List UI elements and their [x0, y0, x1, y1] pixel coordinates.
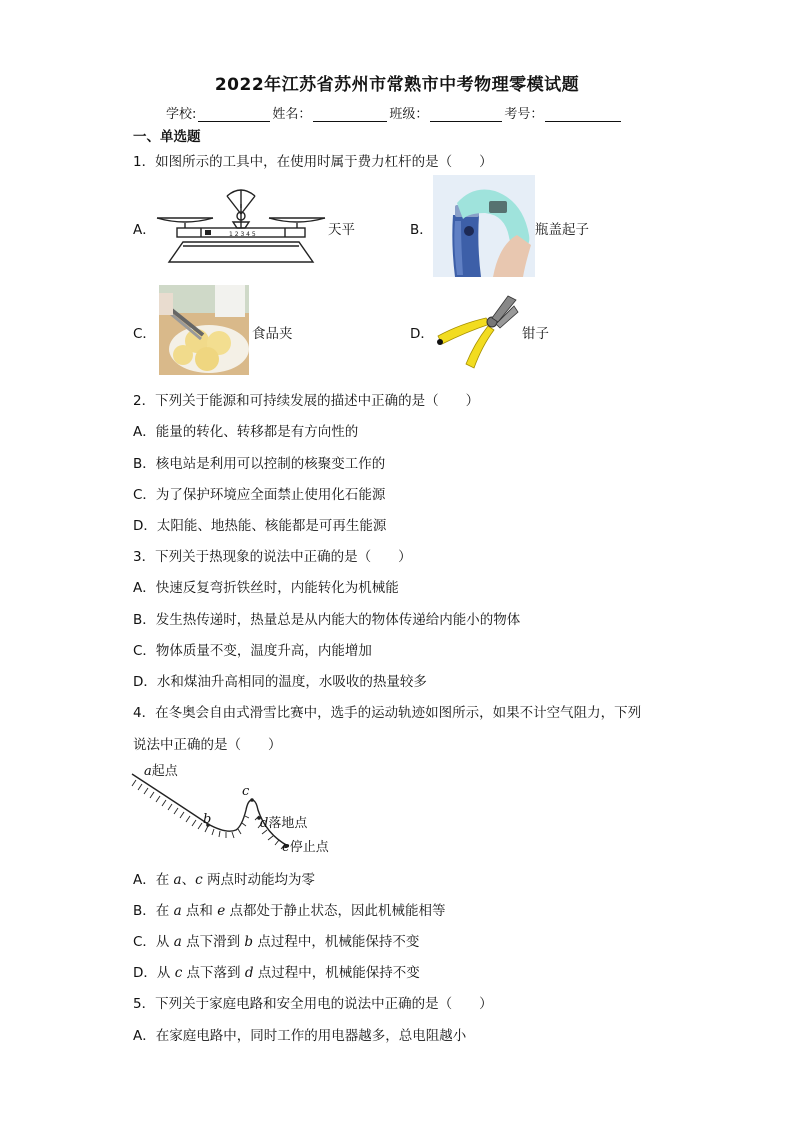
q1-stem: 1．如图所示的工具中，在使用时属于费力杠杆的是（ ）: [133, 154, 493, 170]
student-info-line: [166, 103, 623, 122]
number-blank[interactable]: [545, 107, 621, 122]
q3-option-c: C．物体质量不变，温度升高，内能增加: [133, 643, 372, 659]
q2-option-a: A．能量的转化、转移都是有方向性的: [133, 424, 359, 440]
pliers-image: [430, 290, 520, 370]
q3-option-b: B．发生热传递时，热量总是从内能大的物体传递给内能小的物体: [133, 612, 521, 628]
q2-option-b: B．核电站是利用可以控制的核聚变工作的: [133, 456, 386, 472]
ski-trajectory-diagram: [128, 760, 368, 856]
fig-point-c: c: [242, 784, 250, 799]
q3-option-a: A．快速反复弯折铁丝时，内能转化为机械能: [133, 580, 399, 596]
q5-option-a: A．在家庭电路中，同时工作的用电器越多，总电阻越小: [133, 1028, 467, 1044]
section-heading: 一、单选题: [133, 129, 201, 145]
q1-option-a-label: 天平: [328, 222, 355, 238]
fig-point-e: e: [282, 840, 290, 855]
q1-option-b-label: 瓶盖起子: [535, 222, 589, 238]
q4-option-d: D．从 c 点下落到 d 点过程中，机械能保持不变: [133, 965, 420, 981]
q1-option-b-letter: B．: [410, 222, 433, 238]
q4-stem-line2: 说法中正确的是（ ）: [133, 737, 282, 753]
class-label: 班级：: [389, 107, 429, 122]
q5-stem: 5．下列关于家庭电路和安全用电的说法中正确的是（ ）: [133, 996, 493, 1012]
bottle-opener-image: [433, 175, 535, 277]
fig-point-d: d: [260, 816, 269, 831]
q4-option-a: A．在 a、c 两点时动能均为零: [133, 872, 315, 888]
name-blank[interactable]: [313, 107, 387, 122]
q3-option-d: D．水和煤油升高相同的温度，水吸收的热量较多: [133, 674, 427, 690]
q2-option-d: D．太阳能、地热能、核能都是可再生能源: [133, 518, 387, 534]
fig-label-stop: 停止点: [289, 840, 329, 855]
q1-option-d-letter: D．: [410, 326, 434, 342]
q1-option-d-label: 钳子: [522, 326, 549, 342]
q1-option-a-letter: A．: [133, 222, 156, 238]
number-label: 考号：: [504, 107, 544, 122]
svg-text:1 2 3 4 5: 1 2 3 4 5: [229, 231, 256, 238]
q1-option-c-label: 食品夹: [252, 326, 293, 342]
q4-option-c: C．从 a 点下滑到 b 点过程中，机械能保持不变: [133, 934, 420, 950]
fig-label-start: 起点: [151, 764, 178, 779]
balance-scale-image: [155, 186, 327, 266]
q2-option-c: C．为了保护环境应全面禁止使用化石能源: [133, 487, 386, 503]
q1-option-c-letter: C．: [133, 326, 156, 342]
page-title: 2022年江苏省苏州市常熟市中考物理零模试题: [214, 75, 580, 95]
fig-point-a: a: [144, 764, 152, 779]
fig-point-b: b: [203, 812, 212, 827]
fig-label-landing: 落地点: [268, 816, 308, 831]
q4-option-b: B．在 a 点和 e 点都处于静止状态，因此机械能相等: [133, 903, 446, 919]
q2-stem: 2．下列关于能源和可持续发展的描述中正确的是（ ）: [133, 393, 480, 409]
school-blank[interactable]: [198, 107, 270, 122]
name-label: 姓名：: [272, 107, 312, 122]
class-blank[interactable]: [430, 107, 502, 122]
school-label: 学校:: [166, 107, 197, 122]
food-tongs-image: [159, 285, 249, 375]
q3-stem: 3．下列关于热现象的说法中正确的是（ ）: [133, 549, 412, 565]
q4-stem-line1: 4．在冬奥会自由式滑雪比赛中，选手的运动轨迹如图所示，如果不计空气阻力，下列: [133, 705, 642, 721]
